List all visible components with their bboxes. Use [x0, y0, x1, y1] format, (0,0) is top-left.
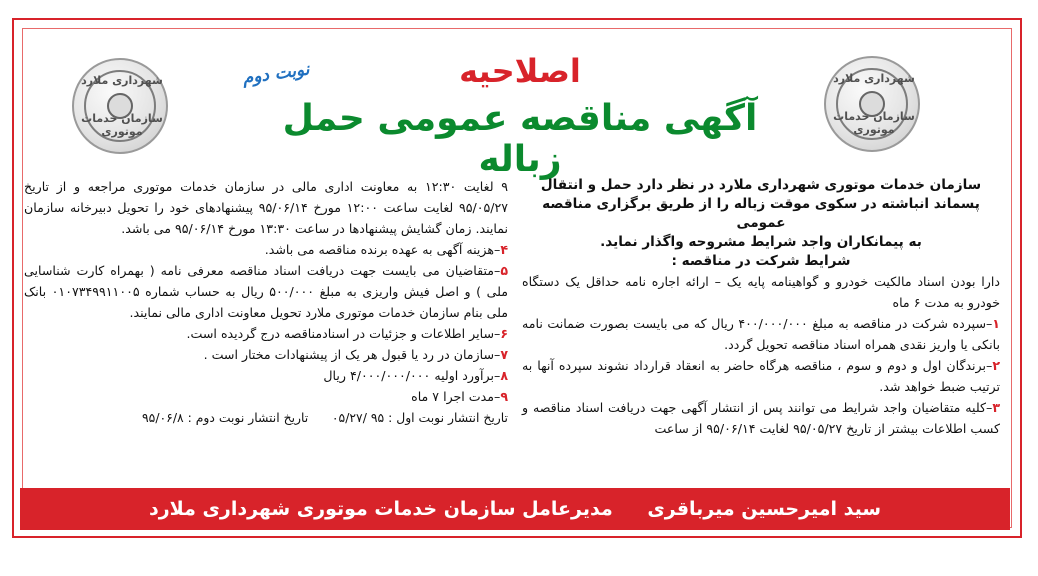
- publication-dates: [24, 407, 508, 428]
- left-column: [24, 176, 508, 428]
- main-title: آگهی مناقصه عمومی حمل زباله: [282, 98, 758, 180]
- condition-6-text: –سایر اطلاعات و جزئیات در اسنادمناقصه درج گردیده است.: [186, 326, 501, 341]
- condition-8: [24, 365, 508, 386]
- condition-9: [24, 386, 508, 407]
- condition-3-continued: ۹ لغایت ۱۲:۳۰ به معاونت اداری مالی در سازمان خدمات موتوری مراجعه و از تاریخ ۹۵/۰۵/۲۷ لغایت ساعت ۱۲:۰۰ مورخ ۹۵/۰۶/۱۴ پیشنهادهای خود را تحویل دبیرخانه سازمان نمایند. زمان گشایش پیشنهادها در ساعت ۱۳:۳۰ مورخ ۹۵/۰۶/۱۴ می باشد.: [24, 179, 509, 236]
- conditions-title: شرایط شرکت در مناقصه :: [671, 253, 851, 269]
- signatory-name: سید امیرحسین میرباقری: [647, 498, 882, 520]
- right-column: [522, 176, 1000, 439]
- municipality-seal-left: [72, 58, 168, 154]
- condition-3: [522, 397, 1000, 439]
- condition-5-text: –متقاضیان می بایست جهت دریافت اسناد مناقصه معرفی نامه ( بهمراه کارت شناسایی ملی ) و اصل فیش واریزی به مبلغ ۵۰۰/۰۰۰ ریال به حساب شماره ۰۱۰۷۳۴۹۹۱۱۰۰۵ بانک ملی بنام سازمان خدمات موتوری ملارد تحویل معاونت اداری مالی نمایند.: [24, 263, 509, 320]
- condition-number: ۶: [500, 326, 508, 341]
- condition-number: ۳: [992, 400, 1000, 415]
- condition-7-text: –سازمان در رد یا قبول هر یک از پیشنهادات مختار است .: [203, 347, 501, 362]
- condition-0-text: دارا بودن اسناد مالکیت خودرو و گواهینامه پایه یک – ارائه اجاره نامه حداقل یک دستگاه خودرو به مدت ۶ ماه: [522, 274, 1000, 310]
- first-publication-date: تاریخ انتشار نوبت اول : ۹۵ /۰۵/۲۷: [331, 410, 508, 425]
- seal-text-bottom: سازمان خدمات موتوری: [833, 110, 915, 136]
- signatory-position: مدیرعامل سازمان خدمات موتوری شهرداری ملارد: [148, 498, 613, 520]
- condition-number: ۱: [992, 316, 1000, 331]
- condition-0: [522, 271, 1000, 313]
- condition-number: ۵: [500, 263, 508, 278]
- condition-number: ۷: [500, 347, 508, 362]
- seal-text-top: شهرداری ملارد: [81, 74, 163, 87]
- seal-text-bottom: سازمان خدمات موتوری: [81, 112, 163, 138]
- condition-3-text: –کلیه متقاضیان واجد شرایط می توانند پس از انتشار آگهی جهت دریافت اسناد مناقصه و کسب اطلاعات بیشتر از تاریخ ۹۵/۰۵/۲۷ لغایت ۹۵/۰۶/۱۴ از ساعت: [522, 400, 1000, 436]
- condition-2: [522, 355, 1000, 397]
- condition-number: ۸: [500, 368, 508, 383]
- condition-1: [522, 313, 1000, 355]
- intro-line-3: به پیمانکاران واجد شرایط مشروحه واگذار نماید.: [600, 234, 922, 250]
- condition-4: [24, 239, 508, 260]
- condition-9-text: –مدت اجرا ۷ ماه: [411, 389, 501, 404]
- condition-number: ۲: [992, 358, 1000, 373]
- signature-banner: [20, 488, 1010, 530]
- condition-6: [24, 323, 508, 344]
- condition-number: ۴: [500, 242, 508, 257]
- condition-2-text: –برندگان اول و دوم و سوم ، مناقصه هرگاه حاضر به انعقاد قرارداد نشوند سپرده آنها به ترتیب ضبط خواهد شد.: [522, 358, 1000, 394]
- condition-4-text: –هزینه آگهی به عهده برنده مناقصه می باشد.: [264, 242, 501, 257]
- intro-line-1: سازمان خدمات موتوری شهرداری ملارد در نظر دارد حمل و انتقال: [540, 177, 982, 193]
- second-publication-note: نوبت دوم: [241, 59, 311, 89]
- condition-8-text: –برآورد اولیه ۴/۰۰۰/۰۰۰/۰۰۰ ریال: [323, 368, 501, 383]
- condition-number: ۹: [500, 389, 508, 404]
- second-publication-date: تاریخ انتشار نوبت دوم : ۹۵/۰۶/۸: [142, 410, 309, 425]
- intro-line-2: پسماند انباشته در سکوی موقت زباله را از طریق برگزاری مناقصه عمومی: [542, 196, 980, 231]
- seal-text-top: شهرداری ملارد: [833, 72, 915, 85]
- condition-5: [24, 260, 508, 323]
- municipality-seal-right: [824, 56, 920, 152]
- condition-1-text: –سپرده شرکت در مناقصه به مبلغ ۴۰۰/۰۰۰/۰۰۰ ریال که می بایست بصورت ضمانت نامه بانکی یا واریز نقدی همراه اسناد مناقصه تحویل گردد.: [522, 316, 1000, 352]
- condition-7: [24, 344, 508, 365]
- correction-heading: اصلاحیه: [459, 52, 581, 90]
